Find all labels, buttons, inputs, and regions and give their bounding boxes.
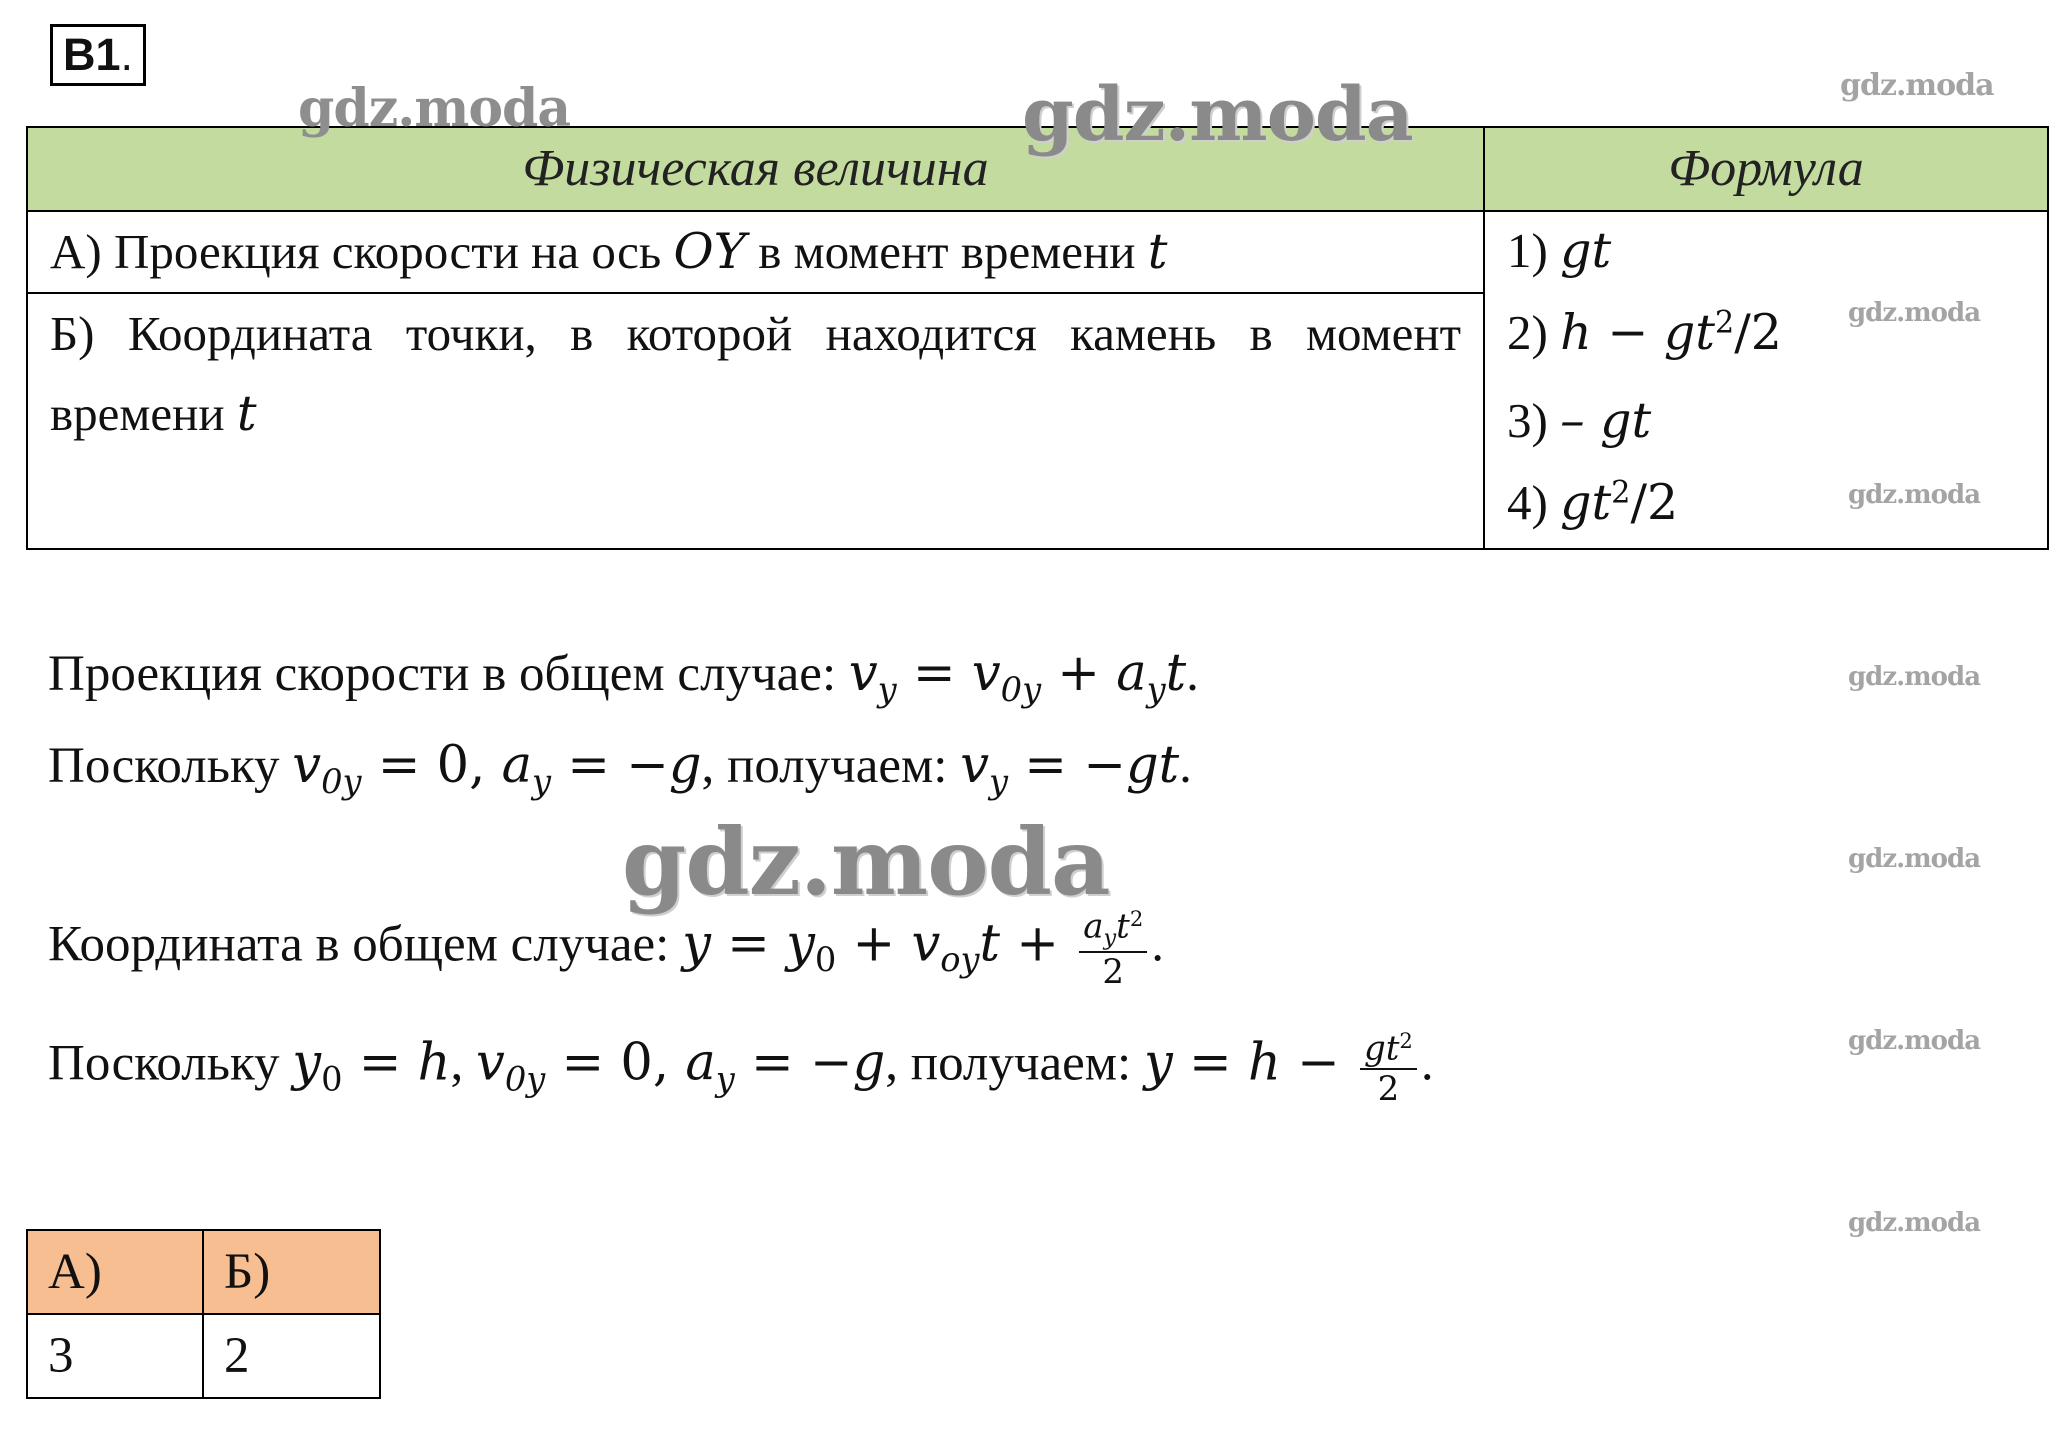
answer-table <box>26 1229 381 1399</box>
watermark: gdz.moda <box>1848 298 1981 328</box>
answer-value-a: 3 <box>27 1314 203 1398</box>
solution-line-2: Поскольку $v_{0y} = 0$, $a_y = -g$, получаем: $v_y = -gt$. <box>48 736 1192 801</box>
solution-line-1: Проекция скорости в общем случае: $v_y = v_{0y} + a_yt$. <box>48 644 1199 709</box>
watermark: gdz.moda <box>1840 68 1994 103</box>
watermark: gdz.moda <box>1022 72 1413 158</box>
header-formula: Формула <box>1484 127 2048 211</box>
header-quantity: Физическая величина <box>27 127 1484 211</box>
row-b: Б) Координата точки, в которой находится камень в момент времени t <box>27 293 1484 549</box>
watermark: gdz.moda <box>1848 480 1981 510</box>
task-number: B1 <box>63 29 121 80</box>
solution-line-3: Координата в общем случае: $y = y_0 + v_{oy}t$ + $\frac{a_yt^2}{2}$ . <box>48 906 1165 993</box>
watermark: gdz.moda <box>1848 1208 1981 1238</box>
watermark: gdz.moda <box>298 78 571 139</box>
fraction-ay-t2: $\frac{a_yt^2}{2}$ <box>1079 908 1147 989</box>
answer-value-b: 2 <box>203 1314 380 1398</box>
formula-3: 3) – gt <box>1507 392 1652 449</box>
answer-header-b: Б) <box>203 1230 380 1314</box>
answer-header-a: А) <box>27 1230 203 1314</box>
matching-table <box>26 126 2049 550</box>
watermark: gdz.moda <box>1848 662 1981 692</box>
watermark: gdz.moda <box>1848 844 1981 874</box>
watermark: gdz.moda <box>622 808 1110 916</box>
watermark: gdz.moda <box>1848 1026 1981 1056</box>
formula-2: 2) $h - gt^2/2$ <box>1507 304 1782 361</box>
formula-4: 4) $gt^2/2$ <box>1507 474 1679 531</box>
fraction-gt2: $\frac{gt^2}{2}$ <box>1360 1030 1417 1106</box>
solution-line-4: Поскольку $y_0 = h$, $v_{0y} = 0$, $a_y = -g$, получаем: y = h − $\frac{gt^2}{2}$ . <box>48 1028 1434 1109</box>
task-label: B1. <box>50 24 146 86</box>
row-a: А) Проекция скорости на ось OY в момент времени t <box>27 211 1484 293</box>
formula-1: 1) gt <box>1507 222 1612 279</box>
